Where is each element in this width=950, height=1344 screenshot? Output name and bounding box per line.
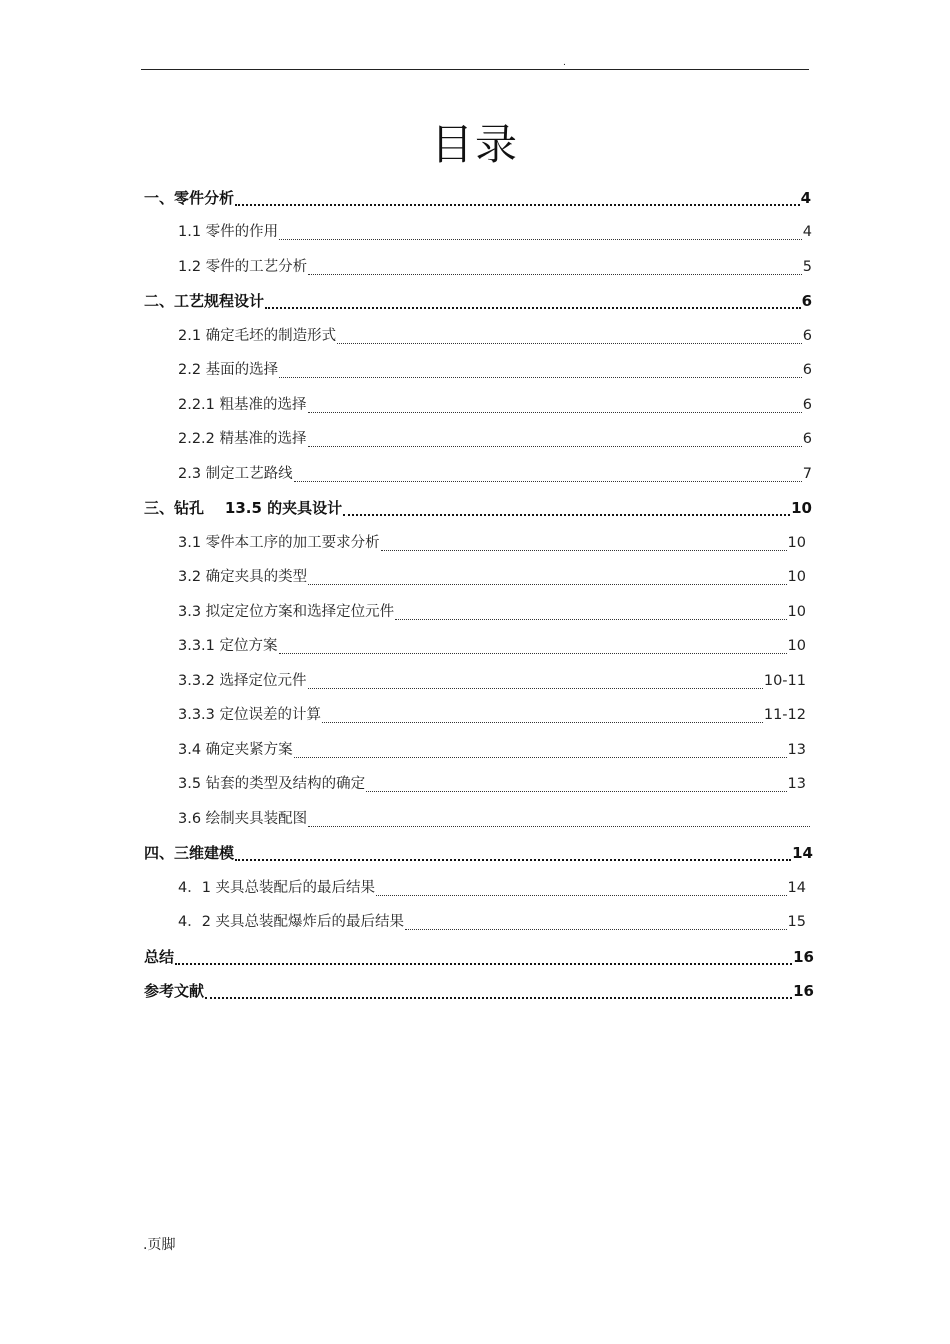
toc-leader (279, 377, 802, 378)
toc-entry-page: 6 (802, 328, 812, 344)
header-mark: . (563, 58, 566, 68)
toc-entry[interactable] (178, 531, 806, 555)
toc-entry-page: 4 (802, 224, 812, 240)
toc-entry-text: 二、工艺规程设计 (144, 292, 265, 310)
toc-entry-page: 7 (802, 466, 812, 482)
toc-entry-text: 4．2 夹具总装配爆炸后的最后结果 (178, 914, 405, 930)
toc-leader (308, 274, 802, 275)
toc-entry[interactable] (178, 738, 806, 762)
toc-entry-text: 总结 (144, 948, 175, 966)
toc-leader (235, 859, 791, 861)
toc-entry-text: 1.1 零件的作用 (178, 224, 279, 240)
toc-entry-page: 10-11 (763, 673, 806, 689)
toc-entry[interactable] (178, 669, 806, 693)
toc-entry-page: 14 (787, 880, 806, 896)
toc-entry-page: 6 (802, 397, 812, 413)
toc-entry-page: 13 (787, 742, 806, 758)
toc-entry[interactable] (144, 945, 814, 969)
toc-entry-text: 3.3.1 定位方案 (178, 638, 278, 654)
toc-entry-page: 4 (800, 189, 811, 207)
toc-entry-page: 10 (791, 499, 812, 517)
page-title: 目录 (430, 120, 519, 170)
toc-entry-text: 3.4 确定夹紧方案 (178, 742, 293, 758)
toc-entry-text: 3.3.3 定位误差的计算 (178, 707, 322, 723)
toc-entry[interactable] (178, 255, 812, 279)
toc-entry-text: 1.2 零件的工艺分析 (178, 259, 308, 275)
toc-entry[interactable] (144, 496, 812, 520)
toc-entry[interactable] (178, 703, 806, 727)
toc-entry[interactable] (178, 876, 806, 900)
toc-entry[interactable] (144, 841, 813, 865)
toc-leader (308, 446, 802, 447)
toc-entry-page: 14 (792, 844, 813, 862)
toc-entry-page: 5 (802, 259, 812, 275)
toc-entry-text: 参考文献 (144, 982, 205, 1000)
toc-entry[interactable] (178, 634, 806, 658)
toc-entry[interactable] (144, 979, 814, 1003)
toc-entry[interactable] (178, 358, 812, 382)
toc-entry[interactable] (178, 772, 806, 796)
toc-entry-page: 10 (787, 604, 806, 620)
toc-entry-text: 四、三维建模 (144, 844, 235, 862)
toc-leader (308, 688, 763, 689)
toc-entry-page: 6 (802, 362, 812, 378)
toc-entry-page: 16 (793, 948, 814, 966)
toc-entry-text: 2.1 确定毛坯的制造形式 (178, 328, 337, 344)
toc-entry-text: 3.3.2 选择定位元件 (178, 673, 307, 689)
toc-entry[interactable] (144, 186, 811, 210)
toc-entry[interactable] (178, 427, 812, 451)
toc-leader (235, 204, 800, 206)
toc-entry-text: 3.3 拟定定位方案和选择定位元件 (178, 604, 395, 620)
toc-entry-page: 11-12 (763, 707, 806, 723)
toc-leader (381, 550, 787, 551)
toc-entry-text: 3.6 绘制夹具装配图 (178, 811, 308, 827)
header-rule (141, 69, 809, 70)
toc-entry-text: 2.3 制定工艺路线 (178, 466, 293, 482)
toc-leader (366, 791, 786, 792)
toc-entry-page: 16 (793, 982, 814, 1000)
toc-leader (308, 412, 802, 413)
toc-leader (175, 963, 792, 965)
toc-entry-text: 3.1 零件本工序的加工要求分析 (178, 535, 380, 551)
toc-entry[interactable] (178, 807, 811, 831)
toc-leader (265, 307, 801, 309)
toc-entry-page: 10 (787, 638, 806, 654)
toc-entry-text: 3.5 钻套的类型及结构的确定 (178, 776, 366, 792)
toc-entry[interactable] (178, 910, 806, 934)
toc-leader (337, 343, 802, 344)
toc-entry[interactable] (178, 324, 812, 348)
toc-leader (395, 619, 786, 620)
toc-leader (308, 826, 810, 827)
toc-entry-text: 2.2.1 粗基准的选择 (178, 397, 307, 413)
toc-leader (405, 929, 786, 930)
toc-entry-text: 三、钻孔 13.5 的夹具设计 (144, 499, 343, 517)
toc-entry-page: 15 (787, 914, 806, 930)
toc-leader (376, 895, 786, 896)
toc-leader (294, 481, 802, 482)
toc-entry-text: 2.2 基面的选择 (178, 362, 279, 378)
toc-leader (205, 997, 792, 999)
toc-leader (279, 239, 802, 240)
toc-entry-text: 2.2.2 精基准的选择 (178, 431, 307, 447)
toc-entry-page: 10 (787, 535, 806, 551)
toc-leader (279, 653, 787, 654)
toc-leader (343, 514, 790, 516)
toc-entry-page: 6 (802, 431, 812, 447)
toc-entry[interactable] (178, 393, 812, 417)
toc-entry[interactable] (178, 600, 806, 624)
toc-leader (294, 757, 787, 758)
toc-entry[interactable] (178, 565, 806, 589)
toc-entry-page: 10 (787, 569, 806, 585)
toc-entry-page: 13 (787, 776, 806, 792)
toc-entry-text: 3.2 确定夹具的类型 (178, 569, 308, 585)
toc-entry-text: 一、零件分析 (144, 189, 235, 207)
toc-leader (308, 584, 786, 585)
toc-entry-text: 4．1 夹具总装配后的最后结果 (178, 880, 376, 896)
toc-entry[interactable] (144, 289, 812, 313)
toc-leader (322, 722, 763, 723)
toc-entry[interactable] (178, 220, 812, 244)
toc-entry-page: 6 (801, 292, 812, 310)
page-footer: .页脚 (143, 1237, 176, 1253)
toc-entry[interactable] (178, 462, 812, 486)
